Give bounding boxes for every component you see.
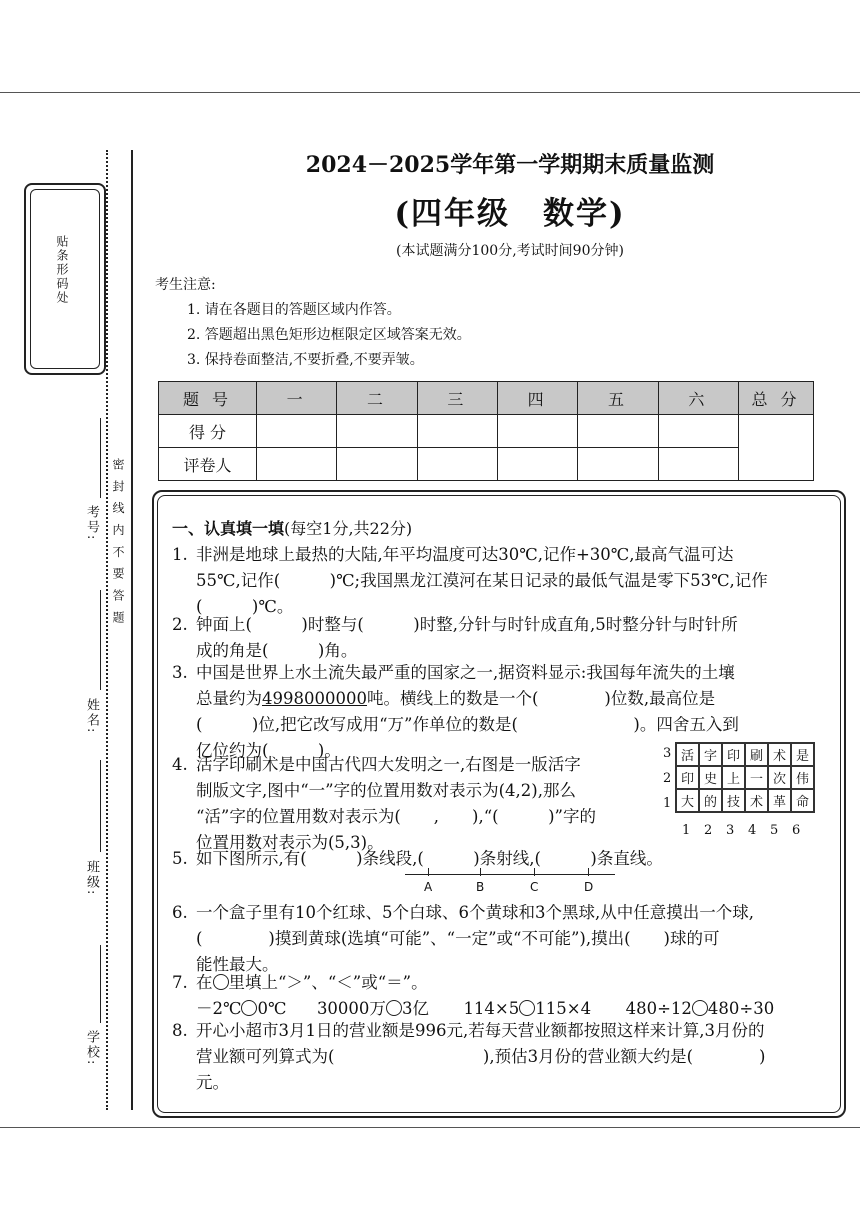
section-1-title [172, 516, 822, 542]
question-text: 开心小超市3月1日的营业额是996元,若每天营业额都按照这样来计算,3月份的 [196, 1021, 765, 1040]
question-5 [172, 846, 822, 872]
question-text[interactable]: ( )℃。 [196, 597, 294, 616]
grid-char: 史 [699, 766, 722, 789]
question-text: 里填上“＞”、“＜”或“＝”。 [228, 973, 428, 992]
question-text[interactable]: 营业额可列算式为( ),预估3月份的营业额大约是( ) [196, 1047, 766, 1066]
score-header: 五 [578, 382, 658, 415]
question-text[interactable]: ( )位,把它改写成用“万”作单位的数是( )。四舍五入到 [196, 715, 739, 734]
question-text[interactable]: 成的角是( )角。 [196, 641, 358, 660]
question-2 [172, 612, 822, 664]
exam-no-label: 考号: [84, 505, 99, 542]
question-7 [172, 970, 822, 1022]
grid-char: 革 [768, 789, 791, 812]
score-header: 三 [417, 382, 497, 415]
score-table [158, 381, 814, 481]
score-cell[interactable] [337, 415, 417, 448]
notice-item: 1. 请在各题目的答题区域内作答。 [187, 302, 401, 318]
question-text[interactable]: ( )摸到黄球(选填“可能”、“一定”或“不可能”),摸出( )球的可 [196, 929, 720, 948]
question-text[interactable]: 吨。横线上的数是一个( )位数,最高位是 [366, 689, 716, 708]
compare-left: 480÷12 [625, 999, 692, 1018]
score-header: 二 [337, 382, 417, 415]
grid-row-number: 3 [663, 746, 672, 761]
compare-left: －2℃ [196, 999, 242, 1018]
grader-cell[interactable] [417, 448, 497, 481]
question-text[interactable]: 如下图所示,有( )条线段,( )条射线,( )条直线。 [196, 849, 663, 868]
score-header: 总 分 [739, 382, 814, 415]
section-title-text: 一、认真填一填 [172, 519, 285, 538]
question-text: 中国是世界上水土流失最严重的国家之一,据资料显示:我国每年流失的土壤 [196, 663, 735, 682]
seal-dotted-line [106, 150, 108, 1110]
barcode-sticker-area [24, 183, 106, 375]
grader-cell[interactable] [497, 448, 577, 481]
grid-col-number: 1 [682, 823, 691, 838]
exam-no-field[interactable] [100, 418, 101, 498]
underlined-number: 4998000000 [262, 689, 367, 708]
score-cell[interactable] [658, 415, 738, 448]
compare-right: 0℃ [257, 999, 287, 1018]
grid-col-number: 2 [704, 823, 713, 838]
score-header: 四 [497, 382, 577, 415]
score-cell[interactable] [417, 415, 497, 448]
question-text: 位置用数对表示为(5,3)。 [196, 833, 384, 852]
grid-col-number: 6 [792, 823, 801, 838]
grid-char: 大 [676, 789, 699, 812]
notice-block [155, 273, 471, 373]
grid-char: 印 [676, 766, 699, 789]
section-note: (每空1分,共22分) [284, 519, 413, 538]
question-text: 总量约为 [196, 689, 262, 708]
grid-char: 术 [745, 789, 768, 812]
name-label: 姓名: [84, 698, 99, 735]
score-cell[interactable] [578, 415, 658, 448]
grader-cell[interactable] [578, 448, 658, 481]
grid-char: 的 [699, 789, 722, 812]
score-header: 一 [257, 382, 337, 415]
school-label: 学校: [84, 1030, 99, 1067]
score-header: 六 [658, 382, 738, 415]
point-tick [480, 868, 481, 876]
score-cell[interactable] [497, 415, 577, 448]
question-number: 4. [172, 755, 188, 774]
point-tick [588, 868, 589, 876]
total-score-cell[interactable] [739, 415, 814, 481]
compare-circle[interactable] [386, 1000, 402, 1016]
grid-char: 术 [768, 743, 791, 766]
point-tick [534, 868, 535, 876]
question-1 [172, 542, 822, 620]
score-row-label: 得 分 [159, 415, 257, 448]
line-diagram [405, 874, 615, 875]
grader-cell[interactable] [337, 448, 417, 481]
grid-col-number: 3 [726, 823, 735, 838]
question-text[interactable]: “活”字的位置用数对表示为( , ),“( )”字的 [196, 807, 596, 826]
movable-type-grid [675, 742, 815, 813]
grader-cell[interactable] [658, 448, 738, 481]
compare-circle[interactable] [519, 1000, 535, 1016]
school-field[interactable] [100, 945, 101, 1023]
notice-item: 2. 答题超出黑色矩形边框限定区域答案无效。 [187, 327, 471, 343]
sticker-label: 贴条形码处 [55, 235, 69, 305]
grader-cell[interactable] [257, 448, 337, 481]
question-text: 一个盒子里有10个红球、5个白球、6个黄球和3个黑球,从中任意摸出一个球, [196, 903, 754, 922]
score-row-label: 评卷人 [159, 448, 257, 481]
seal-warning-text: 密 封 线 内 不 要 答 题 [111, 458, 125, 626]
grid-char: 技 [722, 789, 745, 812]
question-text: 能性最大。 [196, 955, 279, 974]
question-text: 非洲是地球上最热的大陆,年平均温度可达30℃,记作+30℃,最高气温可达 [196, 545, 734, 564]
grid-char: 字 [699, 743, 722, 766]
question-number: 1. [172, 545, 188, 564]
question-6 [172, 900, 822, 978]
question-text[interactable]: 亿位约为( )。 [196, 741, 341, 760]
question-text[interactable]: 55℃,记作( )℃;我国黑龙江漠河在某日记录的最低气温是零下53℃,记作 [196, 571, 768, 590]
point-tick [428, 868, 429, 876]
grid-char: 伟 [791, 766, 814, 789]
grid-char: 次 [768, 766, 791, 789]
question-text: 元。 [196, 1073, 229, 1092]
grid-row-number: 1 [663, 796, 672, 811]
point-label: B [476, 880, 485, 894]
score-header: 题 号 [159, 382, 257, 415]
grid-row-number: 2 [663, 771, 672, 786]
notice-item: 3. 保持卷面整洁,不要折叠,不要弄皱。 [187, 352, 424, 368]
exam-subtitle: (四年级 数学) [394, 196, 626, 232]
question-text: 活字印刷术是中国古代四大发明之一,右图是一版活字 [196, 755, 581, 774]
exam-title: 2024－2025学年第一学期期末质量监测 [305, 152, 715, 178]
point-label: A [424, 880, 433, 894]
score-cell[interactable] [257, 415, 337, 448]
compare-circle[interactable] [241, 1000, 257, 1016]
class-field[interactable] [100, 760, 101, 852]
question-number: 5. [172, 849, 188, 868]
point-label: C [530, 880, 539, 894]
question-text: 制版文字,图中“一”字的位置用数对表示为(4,2),那么 [196, 781, 576, 800]
question-8 [172, 1018, 822, 1096]
notice-heading: 考生注意: [155, 277, 216, 293]
point-label: D [584, 880, 594, 894]
compare-circle[interactable] [692, 1000, 708, 1016]
exam-info: (本试题满分100分,考试时间90分钟) [396, 243, 624, 259]
compare-circle-icon [213, 974, 229, 990]
grid-col-number: 5 [770, 823, 779, 838]
grid-char: 印 [722, 743, 745, 766]
compare-right: 480÷30 [707, 999, 775, 1018]
grid-char: 上 [722, 766, 745, 789]
name-field[interactable] [100, 590, 101, 690]
compare-left: 30000万 [316, 999, 386, 1018]
question-number: 8. [172, 1021, 188, 1040]
question-number: 6. [172, 903, 188, 922]
compare-right: 115×4 [535, 999, 592, 1018]
seal-solid-line [131, 150, 133, 1110]
grid-col-number: 4 [748, 823, 757, 838]
compare-right: 3亿 [401, 999, 429, 1018]
question-text: 在 [196, 973, 213, 992]
question-text[interactable]: 钟面上( )时整与( )时整,分针与时针成直角,5时整分针与时针所 [196, 615, 738, 634]
question-4 [172, 752, 662, 856]
class-label: 班级: [84, 860, 99, 897]
grid-char: 刷 [745, 743, 768, 766]
grid-char: 活 [676, 743, 699, 766]
question-number: 2. [172, 615, 188, 634]
compare-left: 114×5 [463, 999, 520, 1018]
question-number: 7. [172, 973, 188, 992]
grid-char: 是 [791, 743, 814, 766]
grid-char: 一 [745, 766, 768, 789]
grid-char: 命 [791, 789, 814, 812]
question-number: 3. [172, 663, 188, 682]
